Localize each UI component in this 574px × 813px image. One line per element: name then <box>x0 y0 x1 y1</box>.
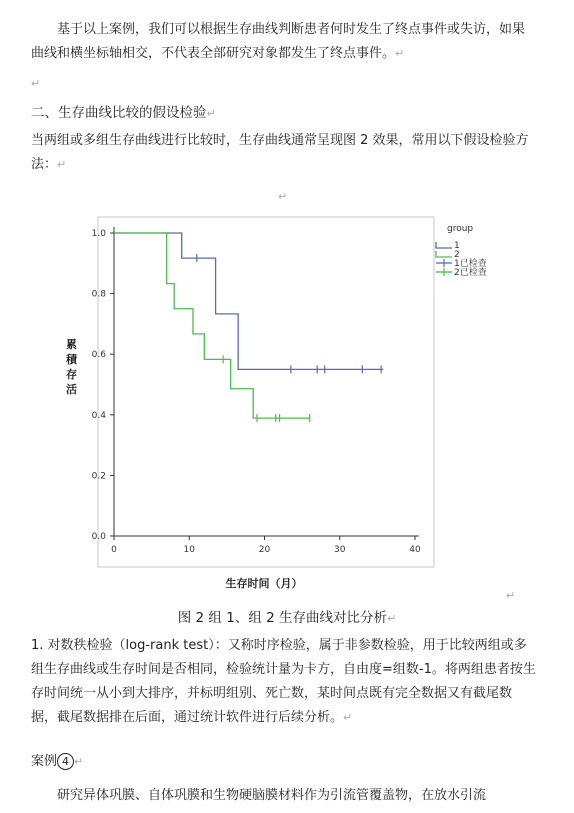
empty-paragraph <box>31 72 536 96</box>
y-tick-label: 0.0 <box>91 532 106 542</box>
case-number-badge: 4 <box>57 753 74 770</box>
y-tick-label: 0.8 <box>91 289 106 300</box>
survival-chart <box>0 195 574 605</box>
case-label: 案例 4 ↵ <box>31 754 84 769</box>
paragraph-mark: ↵ <box>278 190 288 203</box>
x-tick-label: 10 <box>183 545 195 555</box>
legend-title: group <box>447 224 474 234</box>
y-tick-label: 0.4 <box>91 410 106 421</box>
legend-line-swatch <box>436 242 452 248</box>
y-axis-label-char: 積 <box>66 353 77 366</box>
y-tick-label: 0.2 <box>91 471 106 482</box>
section-heading: 二、生存曲线比较的假设检验↵ <box>31 105 216 121</box>
legend-entry: 1 <box>454 241 460 251</box>
empty-paragraph <box>506 584 526 608</box>
paragraph-intro: 基于以上案例，我们可以根据生存曲线判断患者何时发生了终点事件或失访，如果曲线和横坐标轴相交，不代表全部研究对象都发生了终点事件。↵ <box>31 22 526 61</box>
y-axis-label-char: 存 <box>66 368 77 381</box>
paragraph-mark: ↵ <box>74 755 84 768</box>
paragraph-case-intro: 研究异体巩膜、自体巩膜和生物硬脑膜材料作为引流管覆盖物，在放水引流 <box>57 788 487 803</box>
paragraph-mark: ↵ <box>506 589 516 602</box>
x-tick-label: 20 <box>258 545 271 555</box>
x-tick-label: 0 <box>111 545 117 555</box>
series-layer <box>114 233 383 422</box>
survival-curve-group-2 <box>114 233 310 418</box>
plot-frame <box>98 217 434 567</box>
paragraph-mark: ↵ <box>31 77 41 90</box>
legend <box>436 224 487 278</box>
y-tick-label: 0.6 <box>91 350 106 361</box>
legend-entry: 2已检查 <box>454 268 487 278</box>
axes <box>92 227 421 555</box>
paragraph-comparison: 当两组或多组生存曲线进行比较时，生存曲线通常呈现图 2 效果，常用以下假设检验方法：↵ <box>31 133 529 172</box>
paragraph-mark: ↵ <box>206 107 216 120</box>
y-axis-label-char: 活 <box>66 383 77 396</box>
x-tick-label: 40 <box>409 545 421 555</box>
paragraph-mark: ↵ <box>395 47 405 60</box>
legend-entry: 1已检查 <box>454 259 487 269</box>
survival-curve-group-1 <box>114 233 383 369</box>
x-tick-label: 30 <box>334 545 346 555</box>
paragraph-logrank: 1. 对数秩检验（log-rank test）：又称时序检验，属于非参数检验，用于比较两组或多组生存曲线或生存时间是否相同，检验统计量为卡方，自由度=组数-1。将两组患者按生存时间统一从小到大排序，并标明组别、死亡数，某时间点既有完全数据又有截尾数据，截尾数据排在后面，通过统计软件进行后续分析。↵ <box>31 638 536 725</box>
paragraph-mark: ↵ <box>387 612 397 625</box>
x-axis-label: 生存时间（月） <box>225 577 303 590</box>
legend-line-swatch <box>436 251 452 257</box>
figure-caption: 图 2 组 1、组 2 生存曲线对比分析↵ <box>177 610 397 626</box>
paragraph-mark: ↵ <box>343 711 353 724</box>
y-tick-label: 1.0 <box>91 229 106 239</box>
legend-entry: 2 <box>454 250 460 260</box>
y-axis-label-char: 累 <box>66 338 77 351</box>
paragraph-mark: ↵ <box>57 158 67 171</box>
